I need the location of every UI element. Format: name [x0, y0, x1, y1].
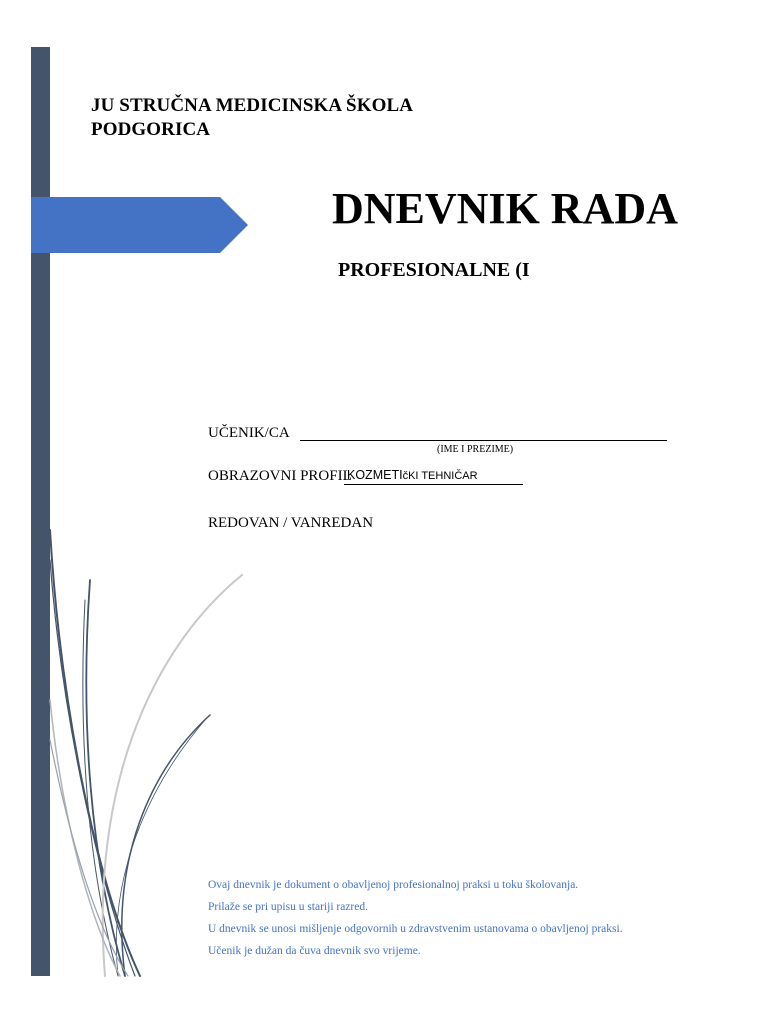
- footer-notes: [208, 876, 623, 964]
- school-name: [91, 94, 413, 142]
- student-name-line: [300, 440, 667, 441]
- profile-label: OBRAZOVNI PROFIL: [208, 468, 352, 484]
- profile-value-part2: čKI TEHNIČAR: [402, 470, 478, 482]
- note-line: Prilaže se pri upisu u stariji razred.: [208, 901, 368, 913]
- student-label: UČENIK/CA: [208, 425, 290, 441]
- student-name-hint: (IME I PREZIME): [437, 444, 514, 455]
- note-line: Učenik je dužan da čuva dnevnik svo vrijeme.: [208, 945, 421, 957]
- document-subtitle: PROFESIONALNE (I: [338, 259, 530, 281]
- school-name-line1: JU STRUČNA MEDICINSKA ŠKOLA: [91, 95, 414, 116]
- note-line: Ovaj dnevnik je dokument o obavljenoj profesionalnoj praksi u toku školovanja.: [208, 879, 579, 891]
- document-title: DNEVNIK RADA: [332, 184, 678, 233]
- school-name-line2: PODGORICA: [91, 119, 211, 140]
- status-line: REDOVAN / VANREDAN: [208, 515, 374, 531]
- profile-value: [344, 468, 523, 485]
- document-subtitle-wrap: [338, 256, 552, 286]
- note-line: U dnevnik se unosi mišljenje odgovornih u zdravstvenim ustanovama o obavljenoj praksi.: [208, 923, 623, 935]
- arrow-banner: [31, 197, 248, 253]
- profile-value-part1: KOZMETI: [347, 468, 403, 482]
